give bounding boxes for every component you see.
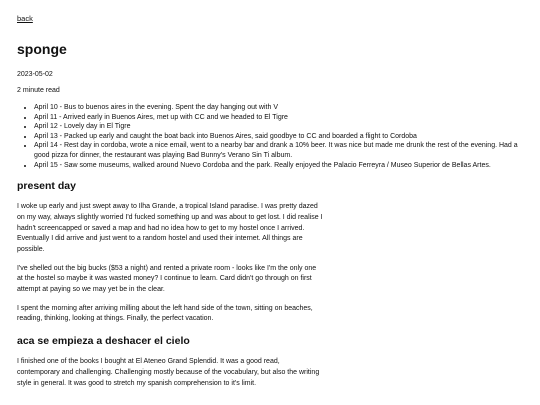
paragraph: I spent the morning after arriving milling about the left hand side of the town, sitting on beaches, reading, thinking, looking at things. Finally, the perfect vacation. <box>17 304 313 323</box>
read-time: 2 minute read <box>17 87 60 94</box>
list-item: • April 12 - Lovely day in El Tigre <box>34 122 523 132</box>
paragraph: I've shelled out the big bucks ($53 a night) and rented a private room - looks like I'm the only one at the hostel so maybe it was wasted money? I continue to learn. Card didn't go through on first attempt at paying so we may yet be in the clear. <box>17 264 317 294</box>
section-heading-deshacer-el-cielo: aca se empieza a deshacer el cielo <box>17 335 190 348</box>
post-date: 2023-05-02 <box>17 71 53 78</box>
list-item: • April 11 - Arrived early in Buenos Aires, met up with CC and we headed to El Tigre <box>34 113 523 123</box>
paragraph: I finished one of the books I bought at El Ateneo Grand Splendid. It was a good read, contemporary and challenging. Challenging mostly because of the vocabulary, but also the writing style in general. It was good to stretch my spanish comprehension to it's limit. <box>17 358 320 387</box>
section-heading-present-day: present day <box>17 180 76 193</box>
paragraph: I woke up early and just swept away to Ilha Grande, a tropical Island paradise. I was pretty dazed on my way, always slightly worried I'd fucked something up and was about to get lost. I did realise I hadn't screencapped or saved a map and had no idea how to get to my hostel once I arrived. Eventually I did arrive and just went to a random hostel and used their internet. All things are possible. <box>17 203 323 253</box>
back-link[interactable]: back <box>17 14 33 23</box>
list-item: • April 13 - Packed up early and caught the boat back into Buenos Aires, said goodbye to CC and boarded a flight to Cordoba <box>34 132 523 142</box>
post-title: sponge <box>17 41 67 57</box>
list-item: • April 14 - Rest day in cordoba, wrote a nice email, went to a nearby bar and drank a 10% beer. It was nice but made me drunk the rest of the evening. Had a good pizza for dinner, the restaurant was playing Bad Bunny's Verano Sin Ti album. <box>34 141 523 160</box>
travel-log-list <box>17 103 523 170</box>
list-item: • April 10 - Bus to buenos aires in the evening. Spent the day hanging out with V <box>34 103 523 113</box>
list-item: • April 15 - Saw some museums, walked around Nuevo Cordoba and the park. Really enjoyed the Palacio Ferreyra / Museo Superior de Bellas Artes. <box>34 161 523 171</box>
